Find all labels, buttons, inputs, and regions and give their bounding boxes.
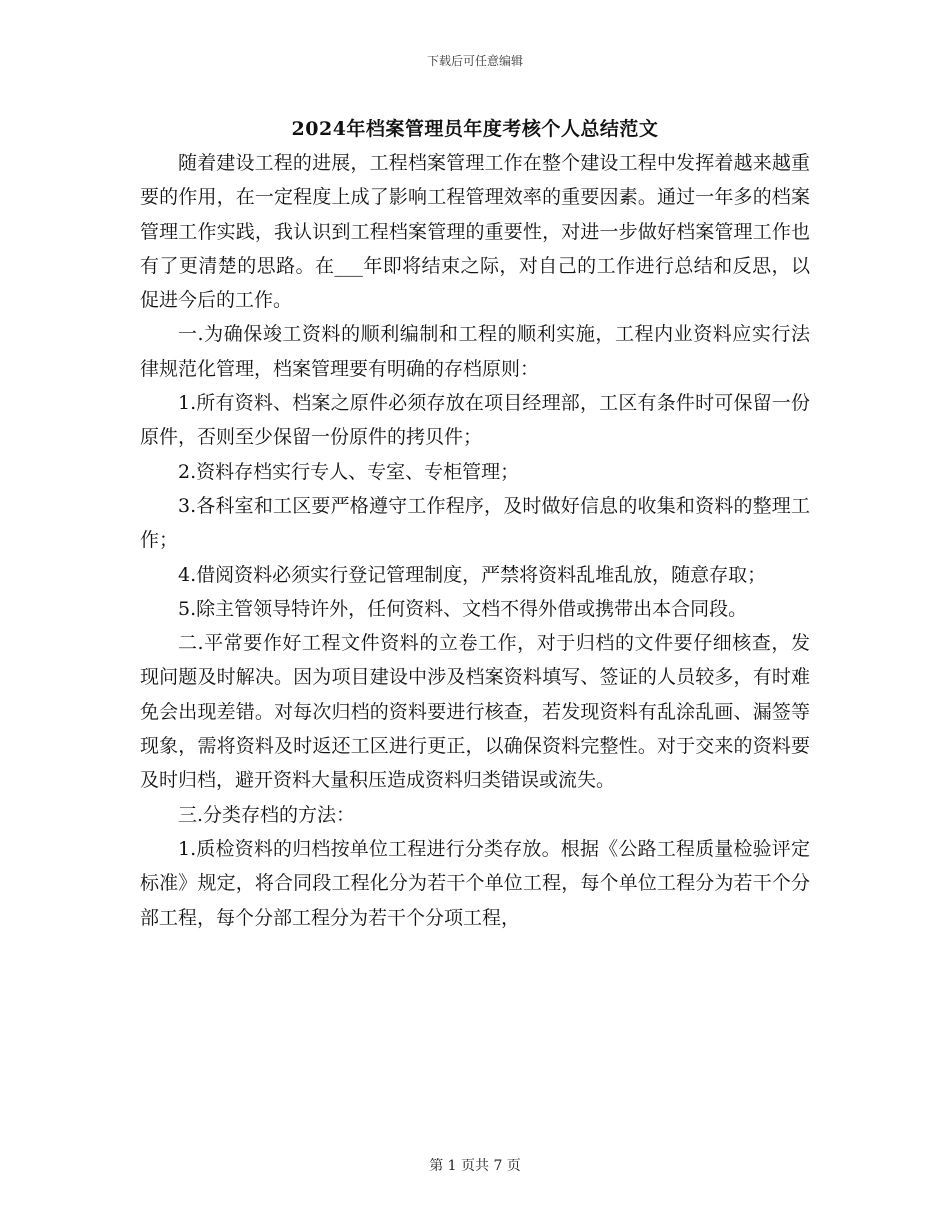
paragraph: 2.资料存档实行专人、专室、专柜管理； xyxy=(178,460,520,483)
paragraph: 4.借阅资料必须实行登记管理制度，严禁将资料乱堆乱放，随意存取； xyxy=(178,563,767,586)
paragraph: 随着建设工程的进展，工程档案管理工作在整个建设工程中发挥着越来越重要的作用，在一定程度上成了影响工程管理效率的重要因素。通过一年多的档案管理工作实践，我认识到工程档案管理的重要性，对进一步做好档案管理工作也有了更清楚的思路。在___年即将结束之际，对自己的工作进行总结和反思，以促进今后的工作。 xyxy=(140,152,810,312)
paragraph: 三.分类存档的方法： xyxy=(178,803,356,826)
document-title: 2024年档案管理员年度考核个人总结范文 xyxy=(291,118,659,140)
paragraph: 5.除主管领导特许外，任何资料、文档不得外借或携带出本合同段。 xyxy=(178,597,748,620)
paragraph: 1.质检资料的归档按单位工程进行分类存放。根据《公路工程质量检验评定标准》规定，将合同段工程化分为若干个单位工程，每个单位工程分为若干个分部工程，每个分部工程分为若干个分项工程， xyxy=(140,837,810,929)
page-footer: 第 1 页共 7 页 xyxy=(429,1158,521,1174)
document-body xyxy=(140,146,810,935)
paragraph: 一.为确保竣工资料的顺利编制和工程的顺利实施，工程内业资料应实行法律规范化管理，档案管理要有明确的存档原则： xyxy=(140,323,810,380)
page-header: 下载后可任意编辑 xyxy=(426,54,523,68)
paragraph: 1.所有资料、档案之原件必须存放在项目经理部，工区有条件时可保留一份原件，否则至少保留一份原件的拷贝件； xyxy=(140,392,810,449)
paragraph: 二.平常要作好工程文件资料的立卷工作，对于归档的文件要仔细核查，发现问题及时解决。因为项目建设中涉及档案资料填写、签证的人员较多，有时难免会出现差错。对每次归档的资料要进行核查，若发现资料有乱涂乱画、漏签等现象，需将资料及时返还工区进行更正，以确保资料完整性。对于交来的资料要及时归档，避开资料大量积压造成资料归类错误或流失。 xyxy=(140,632,810,792)
paragraph: 3.各科室和工区要严格遵守工作程序，及时做好信息的收集和资料的整理工作； xyxy=(140,494,810,552)
